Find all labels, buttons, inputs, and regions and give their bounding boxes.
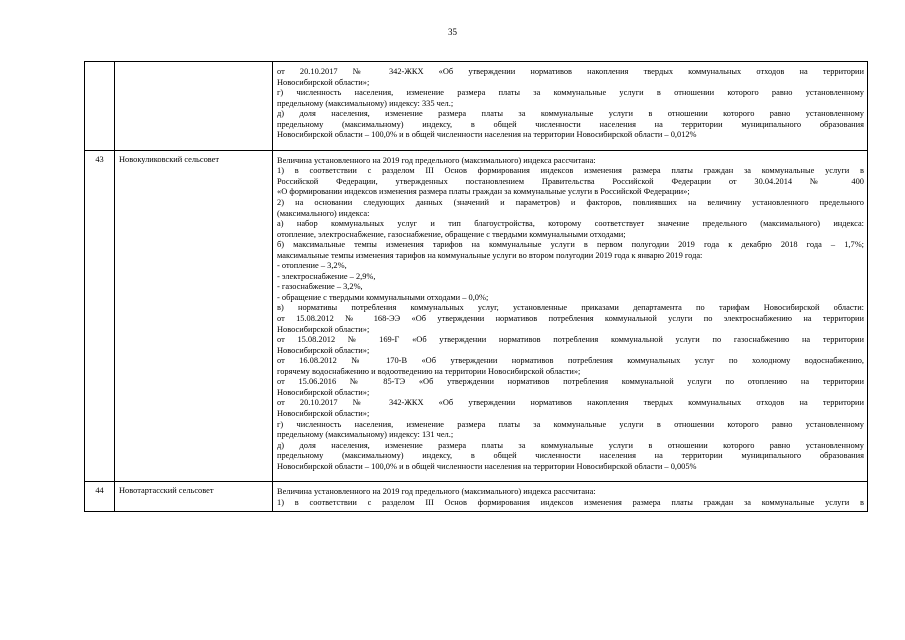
- text-line: д) доля населения, изменение размера платы за коммунальные услуги в отношении которого равно установленному: [277, 440, 864, 450]
- text-line: от 15.06.2016 № 85-ТЭ «Об утверждении нормативов потребления коммунальной услуги по отоплению на территории: [277, 377, 864, 387]
- text-line: от 20.10.2017 № 342-ЖКХ «Об утверждении нормативов накопления твердых коммунальных отходов на территории: [277, 67, 864, 76]
- text-line: предельному (максимальному) индексу: 335 чел.;: [277, 98, 454, 108]
- row-number: [85, 62, 115, 151]
- text-line: 2) на основании следующих данных (значений и параметров) и факторов, повлиявших на величину установленного предельного: [277, 198, 864, 208]
- row-number: 43: [85, 150, 115, 481]
- text-line: г) численность населения, изменение размера платы за коммунальные услуги в отношении которого равно установленному: [277, 419, 864, 429]
- text-line: Новосибирской области»;: [277, 324, 370, 334]
- text-line: (максимального) индекса:: [277, 208, 370, 218]
- text-line: Новосибирской области»;: [277, 77, 370, 87]
- text-line: максимальные темпы изменения тарифов на коммунальные услуги во втором полугодии 2019 года к январю 2019 года:: [277, 250, 703, 260]
- index-description: [273, 482, 868, 512]
- text-line: от 20.10.2017 № 342-ЖКХ «Об утверждении нормативов накопления твердых коммунальных отходов на территории: [277, 398, 864, 408]
- text-line: предельному (максимальному) индексу, в общей численности населения на территории муниципального образования: [277, 451, 864, 461]
- text-line: - электроснабжение – 2,9%,: [277, 271, 376, 281]
- text-line: 1) в соответствии с разделом III Основ формирования индексов изменения размера платы граждан за коммунальные услуги в: [277, 166, 864, 176]
- text-line: д) доля населения, изменение размера платы за коммунальные услуги в отношении которого равно установленному: [277, 109, 864, 119]
- text-line: предельному (максимальному) индексу, в общей численности населения на территории муниципального образования: [277, 119, 864, 129]
- table-row: [85, 62, 868, 151]
- text-line: отопление, электроснабжение, газоснабжение, обращение с твердыми коммунальными отходами;: [277, 229, 626, 239]
- text-line: горячему водоснабжению и водоотведению на территории Новосибирской области»;: [277, 366, 581, 376]
- municipality-name: Новокуликовский сельсовет: [115, 150, 273, 481]
- text-line: Величина установленного на 2019 год предельного (максимального) индекса рассчитана:: [277, 155, 596, 165]
- text-line: Новосибирской области – 100,0% и в общей численности населения на территории Новосибирской области – 0,012%: [277, 130, 697, 140]
- municipality-name: [115, 62, 273, 151]
- text-line: от 16.08.2012 № 170-В «Об утверждении нормативов потребления коммунальных услуг по холодному водоснабжению,: [277, 356, 864, 366]
- text-line: Новосибирской области»;: [277, 408, 370, 418]
- text-line: от 15.08.2012 № 168-ЭЭ «Об утверждении нормативов потребления коммунальной услуги по электроснабжению на территории: [277, 314, 864, 324]
- row-number: 44: [85, 482, 115, 512]
- table-row: [85, 150, 868, 481]
- text-line: - обращение с твердыми коммунальными отходами – 0,0%;: [277, 292, 489, 302]
- page-number: 35: [448, 27, 457, 37]
- index-table: [84, 61, 868, 512]
- index-description: [273, 62, 868, 151]
- text-line: - отопление – 3,2%,: [277, 261, 347, 271]
- text-line: «О формировании индексов изменения размера платы граждан за коммунальные услуги в Российской Федерации»;: [277, 187, 690, 197]
- table-row: [85, 482, 868, 512]
- text-line: Величина установленного на 2019 год предельного (максимального) индекса рассчитана:: [277, 487, 596, 497]
- text-line: предельному (максимальному) индексу: 131 чел.;: [277, 430, 454, 440]
- text-line: б) максимальные темпы изменения тарифов на коммунальные услуги в первом полугодии 2019 года к декабрю 2018 года – 1,7%;: [277, 240, 864, 250]
- municipality-name: Новотартасский сельсовет: [115, 482, 273, 512]
- text-line: Новосибирской области»;: [277, 345, 370, 355]
- index-description: [273, 150, 868, 481]
- text-line: - газоснабжение – 3,2%,: [277, 282, 363, 292]
- text-line: Новосибирской области – 100,0% и в общей численности населения на территории Новосибирской области – 0,005%: [277, 461, 697, 471]
- text-line: от 15.08.2012 № 169-Г «Об утверждении нормативов потребления коммунальной услуги по газоснабжению на территории: [277, 335, 864, 345]
- text-line: г) численность населения, изменение размера платы за коммунальные услуги в отношении которого равно установленному: [277, 88, 864, 98]
- text-line: в) нормативы потребления коммунальных услуг, установленные приказами департамента по тарифам Новосибирской области:: [277, 303, 864, 313]
- text-line: 1) в соответствии с разделом III Основ формирования индексов изменения размера платы граждан за коммунальные услуги в: [277, 497, 864, 507]
- text-line: Российской Федерации, утвержденных постановлением Правительства Российской Федерации от 30.04.2014 № 400: [277, 176, 864, 186]
- text-line: Новосибирской области»;: [277, 387, 370, 397]
- text-line: а) набор коммунальных услуг и тип благоустройства, которому соответствует значение предельного (максимального) индекса:: [277, 219, 864, 229]
